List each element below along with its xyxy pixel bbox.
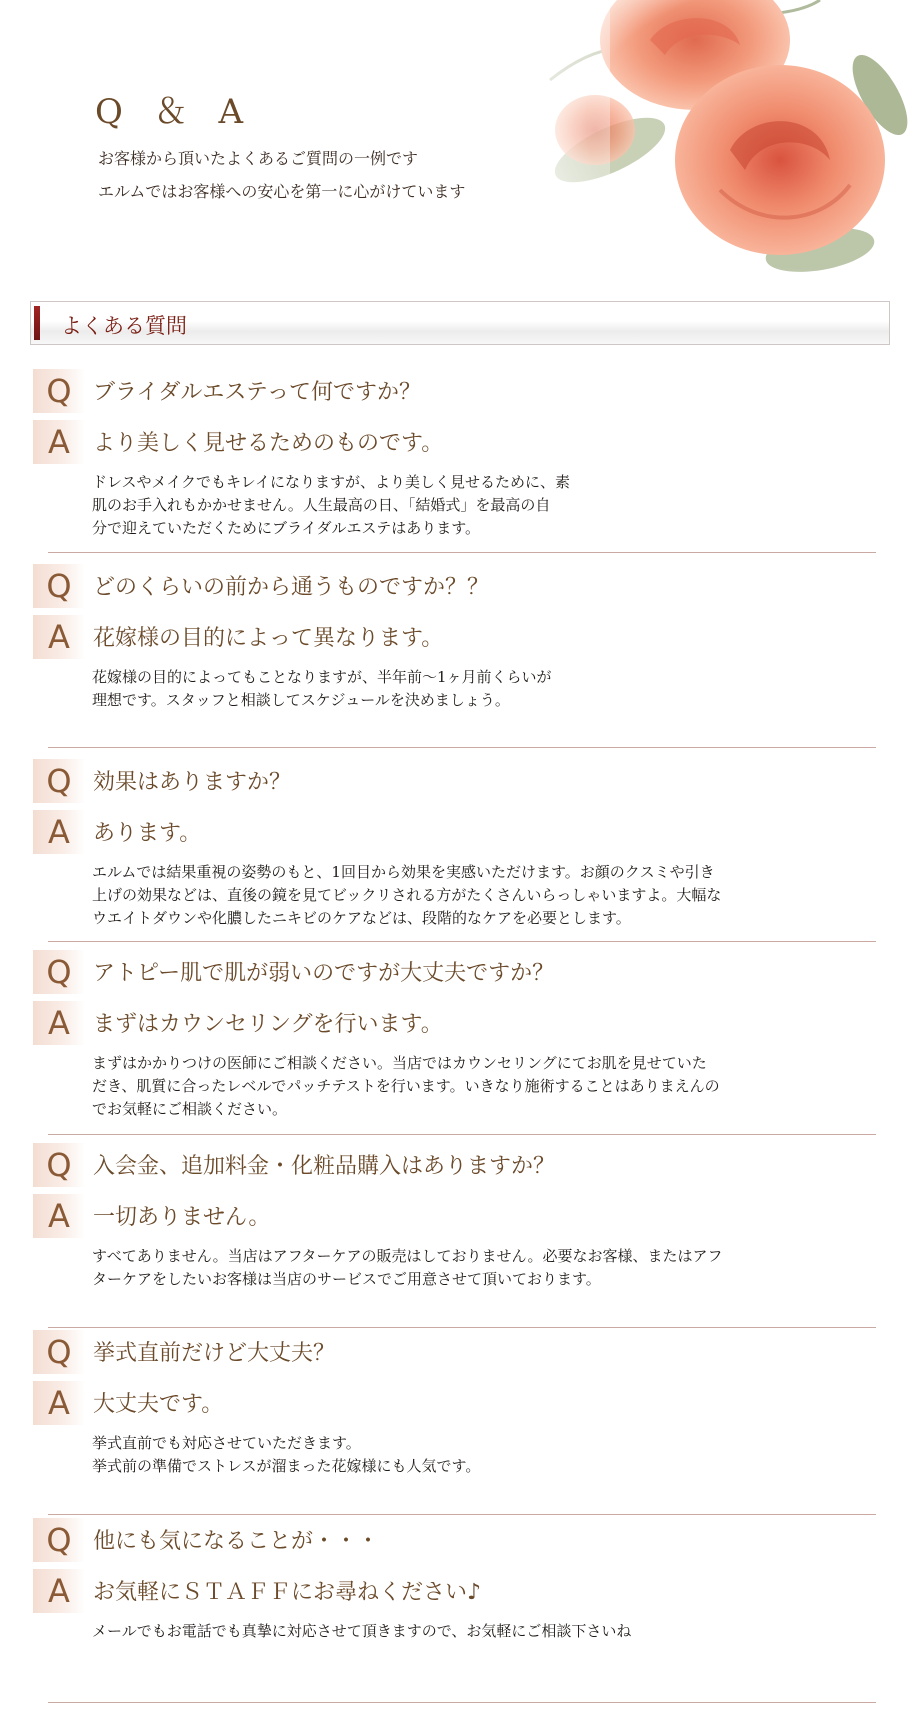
answer-text: 一切ありません。 [93, 1205, 271, 1230]
question-text: ブライダルエステって何ですか？ [93, 380, 422, 405]
q-badge: Q [33, 564, 85, 608]
divider [48, 552, 876, 553]
answer-body: 挙式直前でも対応させていただきます。 挙式前の準備でストレスが溜まった花嫁様にも人気です。 [92, 1434, 481, 1475]
q-badge: Q [33, 1330, 85, 1374]
divider [48, 1514, 876, 1515]
answer-body: メールでもお電話でも真摯に対応させて頂きますので、お気軽にご相談下さいね [92, 1622, 632, 1640]
answer-text: より美しく見せるためのものです。 [93, 431, 444, 456]
answer-text: お気軽にＳＴＡＦＦにお尋ねください♪ [93, 1580, 482, 1605]
answer-text: 花嫁様の目的によって異なります。 [93, 626, 444, 651]
answer-body: すべてありません。当店はアフターケアの販売はしておりません。必要なお客様、またはアフ ターケアをしたいお客様は当店のサービスでご用意させて頂いております。 [92, 1247, 723, 1288]
question-row [33, 1143, 876, 1187]
question-row [33, 1330, 876, 1374]
question-text: 入会金、追加料金・化粧品購入はありますか？ [93, 1154, 556, 1179]
question-text: 他にも気になることが・・・ [93, 1529, 380, 1554]
answer-text: あります。 [93, 821, 202, 846]
section-accent-bar [34, 306, 40, 340]
question-row [33, 759, 876, 803]
divider [48, 1134, 876, 1135]
question-row [33, 950, 876, 994]
a-badge: A [33, 420, 85, 464]
answer-body: 花嫁様の目的によってもことなりますが、半年前～1ヶ月前くらいが 理想です。スタッフと相談してスケジュールを決めましょう。 [92, 668, 552, 709]
answer-row [33, 810, 876, 854]
answer-body: まずはかかりつけの医師にご相談ください。当店ではカウンセリングにてお肌を見せていた だき、肌質に合ったレベルでパッチテストを行います。いきなり施術することはありまえんの でお気軽にご相談ください。 [92, 1054, 720, 1118]
answer-row [33, 1569, 876, 1613]
question-text: 効果はありますか？ [93, 770, 292, 795]
question-text: 挙式直前だけど大丈夫？ [93, 1341, 336, 1366]
answer-row [33, 1001, 876, 1045]
divider [48, 1702, 876, 1703]
q-badge: Q [33, 1143, 85, 1187]
intro-line: お客様から頂いたよくあるご質問の一例です [98, 149, 419, 168]
question-row [33, 369, 876, 413]
a-badge: A [33, 1194, 85, 1238]
answer-body: ドレスやメイクでもキレイになりますが、より美しく見せるために、素 肌のお手入れもかかせません。人生最高の日、「結婚式」を最高の自 分で迎えていただくためにブライダルエステはあります。 [92, 473, 571, 537]
page-title: Q ＆ A [95, 92, 254, 132]
divider [48, 941, 876, 942]
answer-body: エルムでは結果重視の姿勢のもと、1回目から効果を実感いただけます。お顔のクスミや引き 上げの効果などは、直後の鏡を見てビックリされる方がたくさんいらっしゃいますよ。大幅な ウエイトダウンや化膿したニキビのケアなどは、段階的なケアを必要とします。 [92, 863, 722, 927]
answer-row [33, 615, 876, 659]
hero-banner [0, 0, 920, 280]
a-badge: A [33, 1569, 85, 1613]
answer-row [33, 420, 876, 464]
a-badge: A [33, 615, 85, 659]
a-badge: A [33, 810, 85, 854]
a-badge: A [33, 1001, 85, 1045]
q-badge: Q [33, 1518, 85, 1562]
section-header [30, 301, 890, 345]
intro-text [98, 142, 465, 208]
q-badge: Q [33, 950, 85, 994]
answer-row [33, 1381, 876, 1425]
a-badge: A [33, 1381, 85, 1425]
q-badge: Q [33, 369, 85, 413]
q-badge: Q [33, 759, 85, 803]
answer-text: まずはカウンセリングを行います。 [93, 1012, 443, 1037]
divider [48, 1327, 876, 1328]
rose-image [490, 0, 920, 275]
question-text: アトピー肌で肌が弱いのですが大丈夫ですか？ [93, 961, 555, 986]
question-row [33, 564, 876, 608]
divider [48, 747, 876, 748]
answer-row [33, 1194, 876, 1238]
question-row [33, 1518, 876, 1562]
intro-line: エルムではお客様への安心を第一に心がけています [98, 182, 466, 201]
answer-text: 大丈夫です。 [93, 1392, 224, 1417]
question-text: どのくらいの前から通うものですか？？ [93, 575, 490, 600]
section-title: よくある質問 [61, 314, 187, 338]
